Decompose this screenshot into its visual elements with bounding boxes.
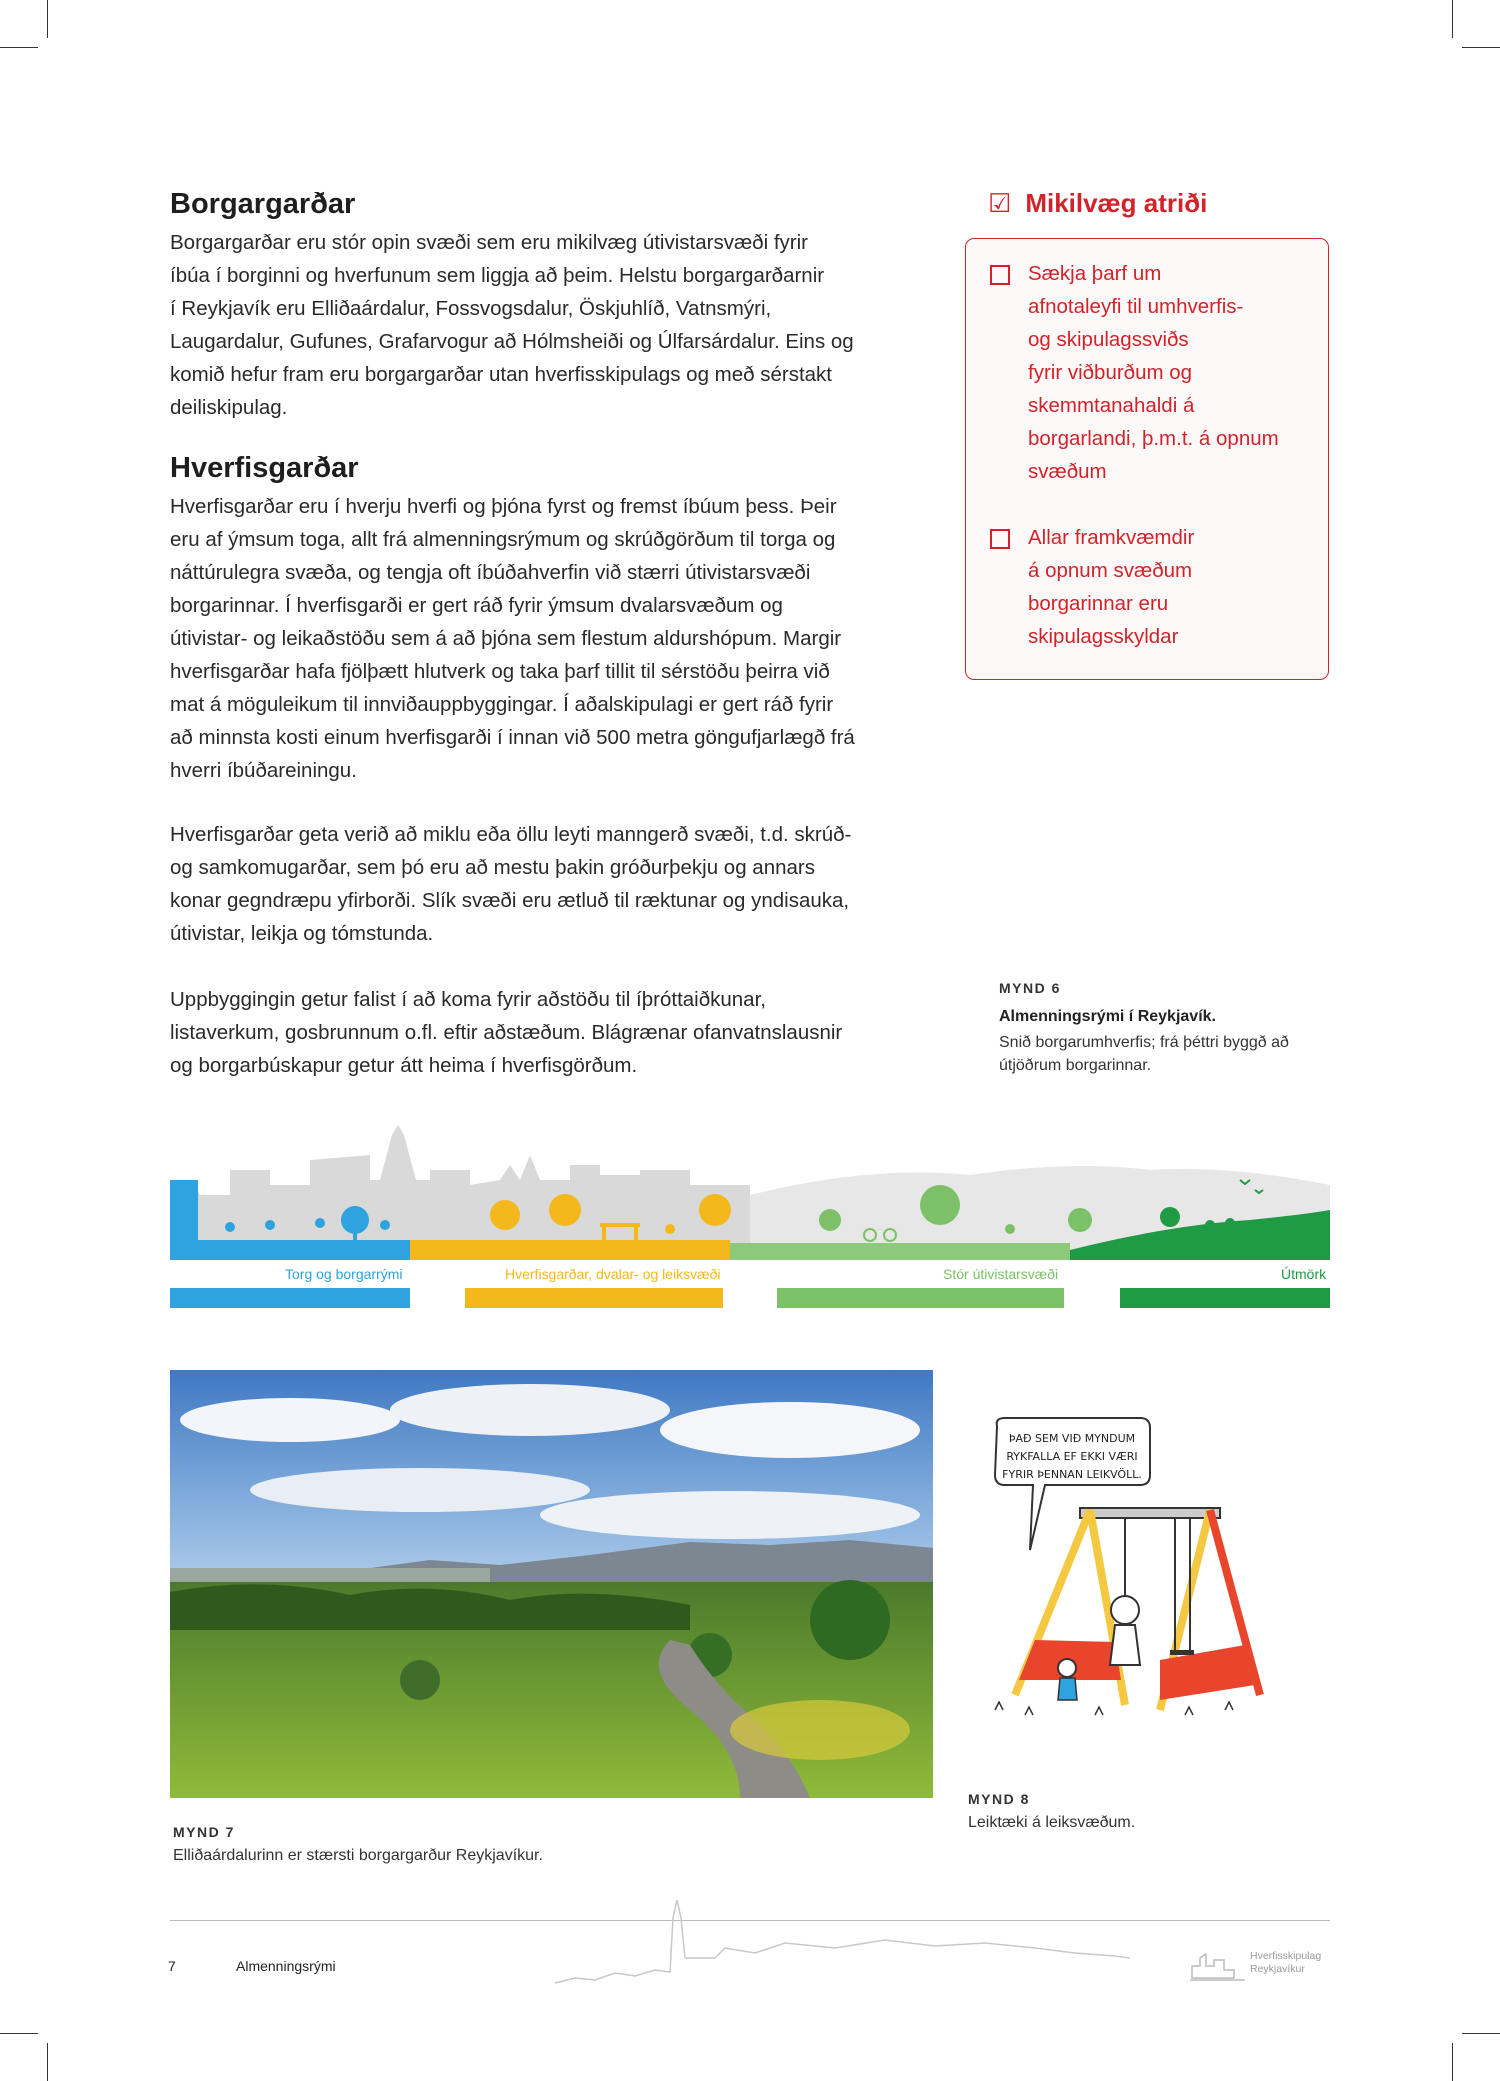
ground-green <box>730 1243 1070 1260</box>
band-label-utmork: Útmörk <box>1281 1266 1327 1282</box>
text-line: í Reykjavík eru Elliðaárdalur, Fossvogsdalur, Öskjuhlíð, Vatnsmýri, <box>170 297 772 320</box>
brand-line: Hverfisskipulag <box>1250 1950 1322 1962</box>
text-line: svæðum <box>1028 460 1107 483</box>
text-line: fyrir viðburðum og <box>1028 361 1193 384</box>
borgargardar-paragraph <box>170 226 905 424</box>
swing-seat <box>1170 1650 1194 1655</box>
person-figure <box>1225 1218 1235 1228</box>
text-line: Sækja þarf um <box>1028 262 1162 285</box>
person-figure <box>265 1220 275 1230</box>
text-line: mat á möguleikum til innviðauppbyggingar. Í aðalskipulagi er gert ráð fyrir <box>170 693 834 716</box>
footer-skyline-icon <box>555 1898 1130 1988</box>
town-strip <box>170 1568 490 1584</box>
band-bar-utmork <box>1120 1288 1330 1308</box>
child-figure <box>1058 1659 1076 1677</box>
child-figure <box>1058 1678 1077 1700</box>
ground-blue <box>170 1240 410 1260</box>
child-figure <box>1111 1596 1139 1624</box>
tree-yellow <box>490 1200 520 1230</box>
text-line: afnotaleyfi til umhverfis- <box>1028 295 1244 318</box>
tree-yellow <box>549 1194 581 1226</box>
text-line: deiliskipulag. <box>170 396 288 419</box>
person-figure <box>1005 1224 1015 1234</box>
crop-mark <box>1452 0 1453 38</box>
text-line: skemmtanahaldi á <box>1028 394 1195 417</box>
text-line: hverfisgarðar hafa fjölþætt hlutverk og taka þarf tillit til sérstöðu þeirra við <box>170 660 830 683</box>
text-line: útjöðrum borgarinnar. <box>999 1057 1152 1074</box>
cloud <box>540 1491 920 1539</box>
speech-line: FYRIR ÞENNAN LEIKVÖLL. <box>1002 1468 1142 1481</box>
text-line: Uppbyggingin getur falist í að koma fyrir aðstöðu til íþróttaiðkunar, <box>170 988 766 1011</box>
callout-item <box>990 257 1318 488</box>
text-line: og samkomugarðar, sem þó eru að mestu þakin gróðurþekju og annars <box>170 856 815 879</box>
checkbox-icon <box>990 265 1010 285</box>
text-line: íbúa í borginni og hverfunum sem liggja að þeim. Helstu borgargarðarnir <box>170 264 825 287</box>
callout-header <box>988 188 1207 219</box>
text-line: útivistar- og leikaðstöðu sem á að þjóna sem flestum aldurshópum. Margir <box>170 627 842 650</box>
band-label-hverfisgardar: Hverfisgarðar, dvalar- og leiksvæði <box>505 1266 721 1282</box>
crop-mark <box>1462 2033 1500 2034</box>
footer-brand <box>1250 1950 1321 1976</box>
tree-blue <box>341 1206 369 1234</box>
text-line: eru af ýmsum toga, allt frá almenningsrýmum og skrúðgörðum til torga og <box>170 528 836 551</box>
text-line: listaverkum, gosbrunnum o.fl. eftir aðstæðum. Blágrænar ofanvatnslausnir <box>170 1021 843 1044</box>
speech-line: ÞAÐ SEM VIÐ MYNDUM <box>1008 1432 1136 1445</box>
section-title-borgargardar: Borgargarðar <box>170 188 356 220</box>
band-label-torg: Torg og borgarrými <box>285 1266 403 1282</box>
text-line: og skipulagssviðs <box>1028 328 1189 351</box>
text-line: borgarinnar. Í hverfisgarði er gert ráð fyrir ýmsum dvalarsvæðum og <box>170 594 783 617</box>
text-line: náttúrulegra svæða, og tengja oft íbúðahverfin við stærri útivistarsvæði <box>170 561 811 584</box>
crop-mark <box>1452 2043 1453 2081</box>
text-line: útivistar, leikja og tómstunda. <box>170 922 434 945</box>
building-blue <box>170 1180 198 1240</box>
tree-yellow <box>699 1194 731 1226</box>
tree <box>810 1580 890 1660</box>
crop-mark <box>47 2043 48 2081</box>
cloud <box>660 1402 920 1458</box>
page-number: 7 <box>168 1958 176 1974</box>
text-line: konar gegndræpu yfirborði. Slík svæði eru ætluð til ræktunar og yndisauka, <box>170 889 850 912</box>
text-line: Laugardalur, Gufunes, Grafarvogur að Hólmsheiði og Úlfarsárdalur. Eins og <box>170 330 854 353</box>
speech-line: RYKFALLA EF EKKI VÆRI <box>1006 1450 1138 1463</box>
ground-yellow <box>410 1240 730 1260</box>
figure7-text: Elliðaárdalurinn er stærsti borgargarður Reykjavíkur. <box>173 1847 543 1864</box>
swing-illustration <box>975 1410 1275 1740</box>
band-bar-torg <box>170 1288 410 1308</box>
text-line: hverri íbúðareiningu. <box>170 759 357 782</box>
text-line: Hverfisgarðar geta verið að miklu eða öllu leyti manngerð svæði, t.d. skrúð- <box>170 823 852 846</box>
callout-item <box>990 521 1318 653</box>
section-title-hverfisgardar: Hverfisgarðar <box>170 452 359 484</box>
city-profile-illustration <box>170 1125 1330 1260</box>
crop-mark <box>47 0 48 38</box>
swing-top-bar <box>1080 1508 1220 1518</box>
tree-trunk <box>353 1230 357 1242</box>
checkbox-icon <box>990 529 1010 549</box>
grass <box>995 1702 1233 1715</box>
tree-green <box>819 1209 841 1231</box>
cloud <box>250 1468 590 1512</box>
checked-box-icon: ☑ <box>988 188 1012 218</box>
person-figure <box>380 1220 390 1230</box>
person-figure <box>665 1224 675 1234</box>
text-line: og borgarbúskapur getur átt heima í hverfisgörðum. <box>170 1054 638 1077</box>
tree-green <box>920 1185 960 1225</box>
brand-line: Reykjavíkur <box>1250 1963 1305 1975</box>
text-line: borgarinnar eru <box>1028 592 1169 615</box>
figure6-label: MYND 6 <box>999 980 1061 996</box>
city-skyline <box>170 1125 750 1260</box>
text-line: Snið borgarumhverfis; frá þéttri byggð að <box>999 1034 1289 1051</box>
tree-green <box>1068 1208 1092 1232</box>
landscape-photo <box>170 1370 933 1798</box>
playground-frame <box>634 1223 638 1241</box>
person-figure <box>315 1218 325 1228</box>
cloud <box>390 1384 670 1436</box>
cloud <box>180 1398 400 1442</box>
child-figure <box>1110 1625 1140 1665</box>
footer-section-name: Almenningsrými <box>236 1958 336 1974</box>
crop-mark <box>0 2033 38 2034</box>
yellow-flowers <box>730 1700 910 1760</box>
callout-title: Mikilvæg atriði <box>1025 188 1208 218</box>
callout-box <box>965 238 1329 680</box>
band-bar-hverfisgardar <box>465 1288 723 1308</box>
figure7-label: MYND 7 <box>173 1824 235 1840</box>
text-line: komið hefur fram eru borgargarðar utan hverfisskipulags og með sérstakt <box>170 363 833 386</box>
crop-mark <box>1462 47 1500 48</box>
hverfisgardar-paragraph-2 <box>170 818 905 950</box>
person-figure <box>225 1222 235 1232</box>
person-figure <box>1205 1220 1215 1230</box>
band-bar-utivist <box>777 1288 1064 1308</box>
hverfisgardar-paragraph-1 <box>170 490 905 787</box>
text-line: Allar framkvæmdir <box>1028 526 1195 549</box>
hverfisgardar-paragraph-3 <box>170 983 905 1082</box>
figure8-text: Leiktæki á leiksvæðum. <box>968 1814 1136 1831</box>
brand-logo-icon <box>1190 1948 1245 1984</box>
text-line: borgarlandi, þ.m.t. á opnum <box>1028 427 1279 450</box>
text-line: skipulagsskyldar <box>1028 625 1179 648</box>
tree-darkgreen <box>1160 1207 1180 1227</box>
text-line: að minnsta kosti einum hverfisgarði í innan við 500 metra göngufjarlægð frá <box>170 726 855 749</box>
figure6-text <box>999 1031 1289 1077</box>
text-line: á opnum svæðum <box>1028 559 1193 582</box>
band-label-utivist: Stór útivistarsvæði <box>943 1266 1059 1282</box>
figure6-title: Almenningsrými í Reykjavík. <box>999 1008 1216 1025</box>
playground-frame <box>602 1223 606 1241</box>
figure8-label: MYND 8 <box>968 1791 1030 1807</box>
text-line: Hverfisgarðar eru í hverju hverfi og þjóna fyrst og fremst íbúum þess. Þeir <box>170 495 837 518</box>
text-line: Borgargarðar eru stór opin svæði sem eru mikilvæg útivistarsvæði fyrir <box>170 231 808 254</box>
tree <box>400 1660 440 1700</box>
crop-mark <box>0 47 38 48</box>
